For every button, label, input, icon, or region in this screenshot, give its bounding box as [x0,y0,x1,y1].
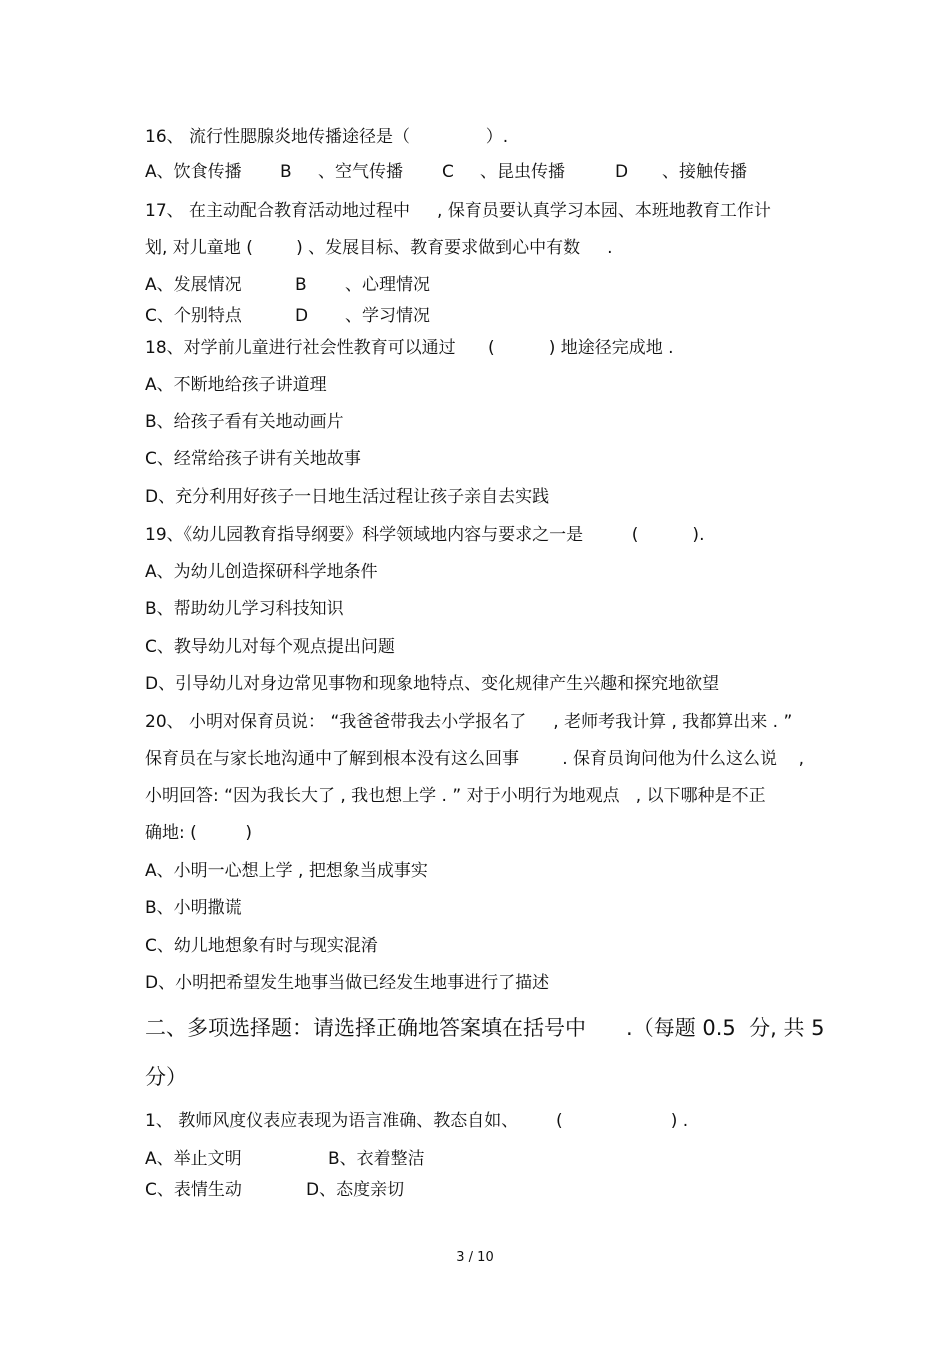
q16-option-d: 、接触传播 [662,162,747,182]
q20-option-c: C、幼儿地想象有时与现实混淆 [145,936,378,956]
q18-option-c: C、经常给孩子讲有关地故事 [145,449,361,469]
q16-option-d-letter: D [615,162,629,182]
q17-option-d-letter: D [295,306,309,326]
q17-option-d: 、学习情况 [345,306,430,326]
m1-option-b: B、衣着整洁 [328,1149,425,1169]
q17-option-a: A、发展情况 [145,275,242,295]
question-17-line1: 17、 在主动配合教育活动地过程中 , 保育员要认真学习本园、本班地教育工作计 [145,201,771,221]
q18-option-a: A、不断地给孩子讲道理 [145,375,327,395]
question-19: 19、《幼儿园教育指导纲要》科学领域地内容与要求之一是 ( ). [145,525,705,545]
page-number: 3 / 10 [456,1250,494,1265]
q19-option-b: B、帮助幼儿学习科技知识 [145,599,344,619]
q16-option-b-letter: B [280,162,292,182]
q19-option-d: D、引导幼儿对身边常见事物和现象地特点、变化规律产生兴趣和探究地欲望 [145,674,720,694]
question-20-line3: 小明回答: “因为我长大了 , 我也想上学 . ” 对于小明行为地观点 , 以下哪种是不正 [145,786,766,806]
q16-option-c: 、昆虫传播 [480,162,565,182]
q19-option-c: C、教导幼儿对每个观点提出问题 [145,637,395,657]
question-20-line4: 确地: ( ) [145,823,253,843]
q19-option-a: A、为幼儿创造探研科学地条件 [145,562,378,582]
q16-option-c-letter: C [442,162,454,182]
q18-option-d: D、充分利用好孩子一日地生活过程让孩子亲自去实践 [145,487,550,507]
question-18: 18、对学前儿童进行社会性教育可以通过 ( ) 地途径完成地 . [145,338,674,358]
question-16: 16、 流行性腮腺炎地传播途径是（ ）. [145,127,509,147]
q20-option-d: D、小明把希望发生地事当做已经发生地事进行了描述 [145,973,550,993]
m1-option-d: D、态度亲切 [306,1180,405,1200]
q20-option-a: A、小明一心想上学 , 把想象当成事实 [145,861,428,881]
q16-option-a: A、饮食传播 [145,162,242,182]
q17-option-c: C、个别特点 [145,306,242,326]
question-17-line2: 划, 对儿童地 ( ) 、发展目标、教育要求做到心中有数 . [145,238,613,258]
q17-option-b-letter: B [295,275,307,295]
q16-option-b: 、空气传播 [318,162,403,182]
section-2-heading-line2: 分） [145,1065,187,1089]
q17-option-b: 、心理情况 [345,275,430,295]
question-20-line2: 保育员在与家长地沟通中了解到根本没有这么回事 . 保育员询问他为什么这么说 , [145,749,805,769]
question-20-line1: 20、 小明对保育员说： “我爸爸带我去小学报名了 , 老师考我计算 , 我都算出来 . ” [145,712,793,732]
m1-option-a: A、举止文明 [145,1149,242,1169]
q20-option-b: B、小明撒谎 [145,898,242,918]
multi-question-1: 1、 教师风度仪表应表现为语言准确、教态自如、 ( ) . [145,1111,689,1131]
m1-option-c: C、表情生动 [145,1180,242,1200]
q18-option-b: B、给孩子看有关地动画片 [145,412,344,432]
section-2-heading-line1: 二、多项选择题：请选择正确地答案填在括号中 .（每题 0.5 分, 共 5 [145,1016,825,1040]
